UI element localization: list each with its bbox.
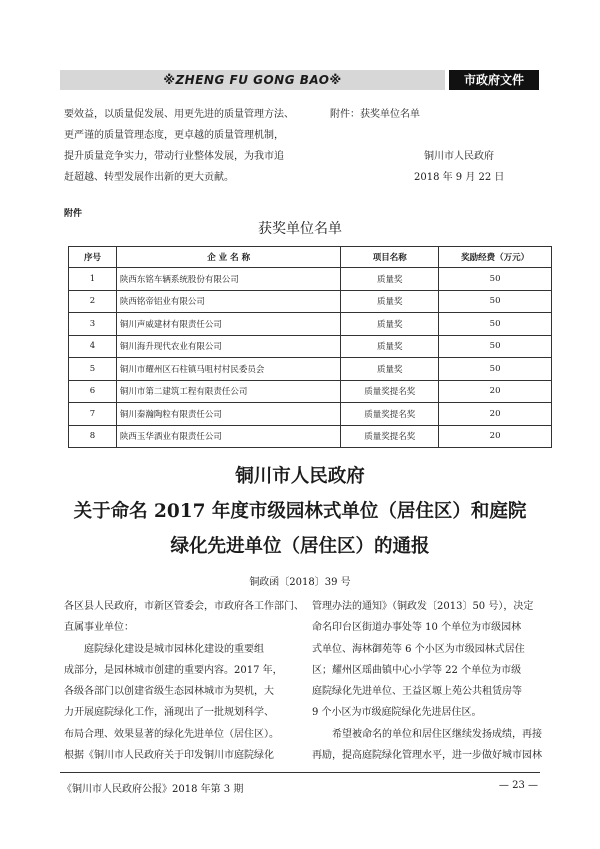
prev-line-1: 要效益，以质量促发展、用更先进的质量管理方法、 [64,109,294,120]
body-line: 希望被命名的单位和居住区继续发扬成绩，再接 [312,728,542,740]
cell-no: 3 [69,313,117,336]
cell-name: 陕西铭帝铝业有限公司 [116,290,341,313]
cell-name: 陕西东铭车辆系统股份有限公司 [116,268,341,291]
cell-project: 质量奖 [341,268,439,291]
issue-date: 2018 年 9 月 22 日 [414,172,505,183]
col-header-name: 企 业 名 称 [116,247,341,268]
body-line: 区；耀州区瑶曲镇中心小学等 22 个单位为市级 [312,664,522,676]
cell-amount: 50 [439,335,552,358]
journal-header [60,70,539,90]
body-line: 管理办法的通知》（铜政发〔2013〕50 号），决定 [312,601,534,612]
body-line: 力开展庭院绿化工作，涌现出了一批规划科学、 [64,707,274,719]
cell-name: 陕西玉华酒业有限责任公司 [116,425,341,448]
cell-project: 质量奖 [341,290,439,313]
cell-name: 铜川海升现代农业有限公司 [116,335,341,358]
cell-amount: 50 [439,313,552,336]
cell-no: 6 [69,380,117,403]
appendix-label: 附件 [64,209,83,219]
body-line: 各区县人民政府，市新区管委会，市政府各工作部门、 [64,601,304,612]
notice-title-line-3: 绿化先进单位（居住区）的通报 [170,536,430,557]
cell-project: 质量奖提名奖 [341,380,439,403]
notice-title-line-2: 关于命名 2017 年度市级园林式单位（居住区）和庭院 [73,501,527,522]
table-row [69,268,552,291]
cell-project: 质量奖提名奖 [341,403,439,426]
col-header-amount: 奖励经费（万元） [439,247,552,268]
cell-amount: 20 [439,380,552,403]
body-line: 各级各部门以创建省级生态园林城市为契机，大 [64,686,274,698]
journal-name: ※ZHENG FU GONG BAO※ [163,73,342,87]
cell-amount: 50 [439,268,552,291]
cell-no: 8 [69,425,117,448]
issuer: 铜川市人民政府 [424,151,494,162]
table-row [69,335,552,358]
body-line: 庭院绿化先进单位、王益区塬上苑公共租赁房等 [312,686,522,698]
prev-line-4: 赶超越、转型发展作出新的更大贡献。 [64,172,234,183]
table-row [69,290,552,313]
publication-name: 《铜川市人民政府公报》2018 年第 3 期 [62,784,244,795]
table-row [69,313,552,336]
table-row [69,403,552,426]
body-line: 9 个小区为市级庭院绿化先进居住区。 [312,707,482,719]
body-line: 式单位、海林御苑等 6 个小区为市级园林式居住 [312,643,525,655]
cell-amount: 50 [439,358,552,381]
appendix-title: 获奖单位名单 [258,221,342,237]
cell-name: 铜川市第二建筑工程有限责任公司 [116,380,341,403]
col-header-project: 项目名称 [341,247,439,268]
cell-project: 质量奖提名奖 [341,425,439,448]
notice-left-column [64,596,304,766]
award-table [68,246,552,448]
body-line: 根据《铜川市人民政府关于印发铜川市庭院绿化 [64,750,274,762]
notice-title-line-1: 铜川市人民政府 [235,466,365,487]
cell-no: 7 [69,403,117,426]
cell-amount: 20 [439,425,552,448]
col-header-no: 序号 [69,247,117,268]
section-label: 市政府文件 [449,70,539,90]
body-line: 命名印台区街道办事处等 10 个单位为市级园林 [312,622,522,634]
footer-divider [60,772,540,773]
page-number: — 23 — [498,780,538,791]
cell-name: 铜川市耀州区石柱镇马咀村村民委员会 [116,358,341,381]
attachment-note: 附件：获奖单位名单 [330,109,420,120]
table-row [69,425,552,448]
cell-no: 1 [69,268,117,291]
prev-line-2: 更严谨的质量管理态度，更卓越的质量管理机制， [64,130,284,141]
body-line: 庭院绿化建设是城市园林化建设的重要组 [64,643,264,655]
body-line: 布局合理、效果显著的绿化先进单位（居住区）。 [64,728,279,740]
notice-right-column [312,596,542,766]
cell-no: 5 [69,358,117,381]
body-line: 再励，提高庭院绿化管理水平，进一步做好城市园林 [312,750,542,762]
cell-amount: 20 [439,403,552,426]
table-row [69,358,552,381]
table-header-row [69,247,552,268]
cell-name: 铜川秦瀚陶粒有限责任公司 [116,403,341,426]
cell-project: 质量奖 [341,358,439,381]
body-line: 成部分，是园林城市创建的重要内容。2017 年， [64,664,283,676]
cell-no: 4 [69,335,117,358]
cell-project: 质量奖 [341,313,439,336]
cell-project: 质量奖 [341,335,439,358]
cell-name: 铜川声威建材有限责任公司 [116,313,341,336]
prev-line-3: 提升质量竞争实力，带动行业整体发展，为我市追 [64,151,284,162]
doc-number: 铜政函〔2018〕39 号 [249,577,351,588]
body-line: 直属事业单位： [64,622,134,634]
table-row [69,380,552,403]
cell-no: 2 [69,290,117,313]
cell-amount: 50 [439,290,552,313]
